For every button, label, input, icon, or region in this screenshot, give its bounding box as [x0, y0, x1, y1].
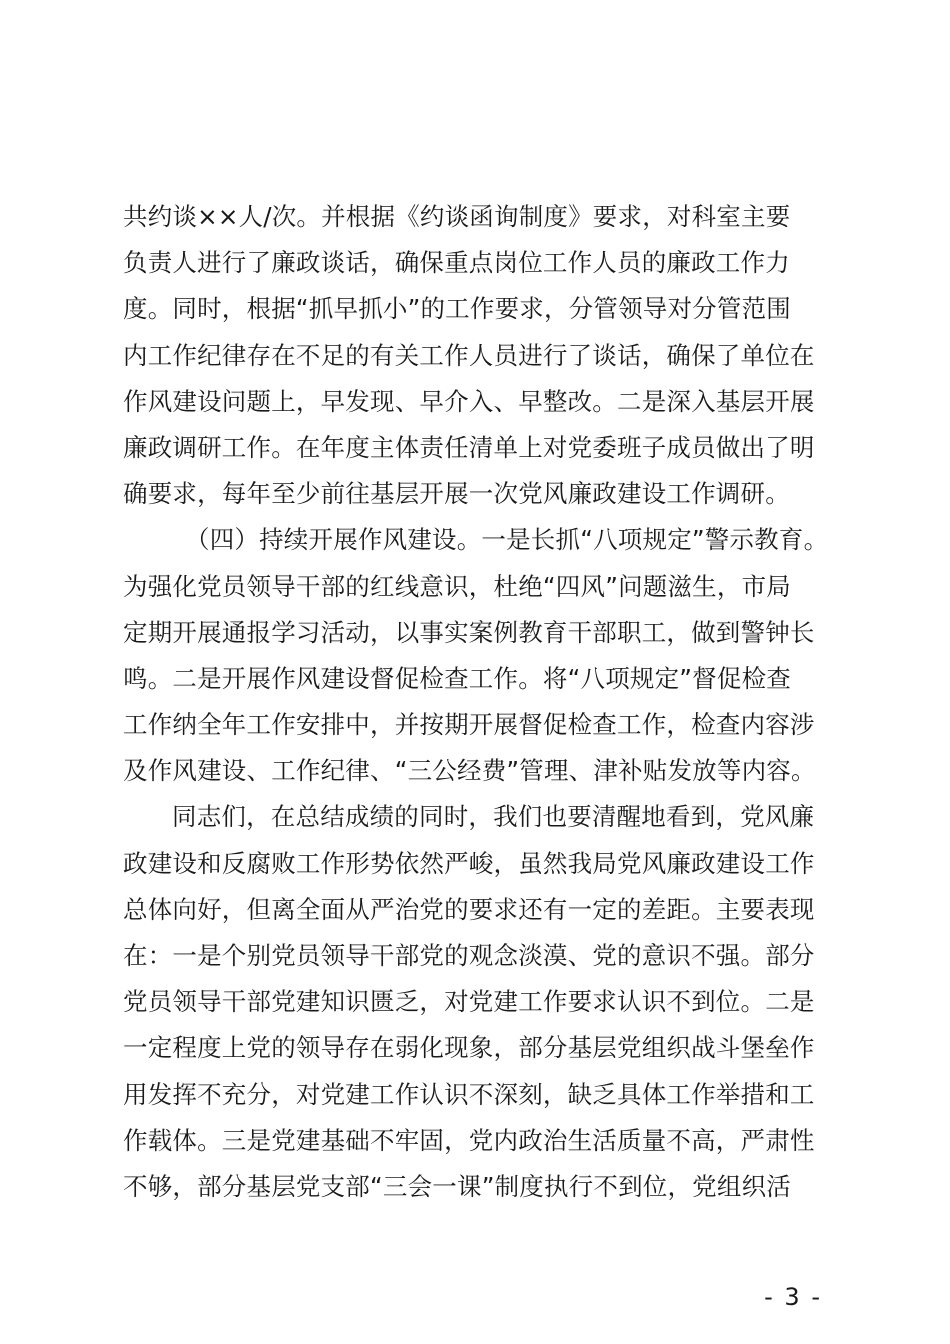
text-line: 及作风建设、工作纪律、“三公经费”管理、津补贴发放等内容。 — [123, 756, 816, 786]
text-line: 为强化党员领导干部的红线意识，杜绝“四风”问题滋生，市局 — [123, 571, 791, 601]
text-line: 不够，部分基层党支部“三会一课”制度执行不到位，党组织活 — [123, 1171, 791, 1201]
text-line: 党员领导干部党建知识匮乏，对党建工作要求认识不到位。二是 — [123, 987, 815, 1017]
text-line: 一定程度上党的领导存在弱化现象，部分基层党组织战斗堡垒作 — [123, 1033, 815, 1063]
text-line: 作载体。三是党建基础不牢固，党内政治生活质量不高，严肃性 — [123, 1125, 815, 1155]
text-line: 作风建设问题上，早发现、早介入、早整改。二是深入基层开展 — [123, 386, 815, 416]
text-line: 定期开展通报学习活动，以事实案例教育干部职工，做到警钟长 — [123, 617, 815, 647]
body-text — [123, 194, 833, 1210]
text-line: 工作纳全年工作安排中，并按期开展督促检查工作，检查内容涉 — [123, 710, 815, 740]
text-line: 内工作纪律存在不足的有关工作人员进行了谈话，确保了单位在 — [123, 340, 815, 370]
text-line: 确要求，每年至少前往基层开展一次党风廉政建设工作调研。 — [123, 479, 790, 509]
text-line: 度。同时，根据“抓早抓小”的工作要求，分管领导对分管范围 — [123, 294, 791, 324]
text-line: 鸣。二是开展作风建设督促检查工作。将“八项规定”督促检查 — [123, 663, 791, 693]
text-line: 共约谈××人/次。并根据《约谈函询制度》要求，对科室主要 — [123, 202, 791, 231]
text-line: 在：一是个别党员领导干部党的观念淡漠、党的意识不强。部分 — [123, 941, 815, 970]
text-line: 政建设和反腐败工作形势依然严峻，虽然我局党风廉政建设工作 — [123, 848, 815, 878]
text-line: 用发挥不充分，对党建工作认识不深刻，缺乏具体工作举措和工 — [123, 1079, 815, 1109]
text-line: 负责人进行了廉政谈话，确保重点岗位工作人员的廉政工作力 — [123, 248, 790, 278]
section-heading-line: （四）持续开展作风建设。一是长抓“八项规定”警示教育。 — [185, 525, 829, 555]
text-line: 总体向好，但离全面从严治党的要求还有一定的差距。主要表现 — [123, 894, 815, 924]
paragraph-start-line: 同志们，在总结成绩的同时，我们也要清醒地看到，党风廉 — [172, 802, 815, 832]
text-line: 廉政调研工作。在年度主体责任清单上对党委班子成员做出了明 — [123, 432, 815, 462]
page-number: - 3 - — [764, 1283, 822, 1311]
